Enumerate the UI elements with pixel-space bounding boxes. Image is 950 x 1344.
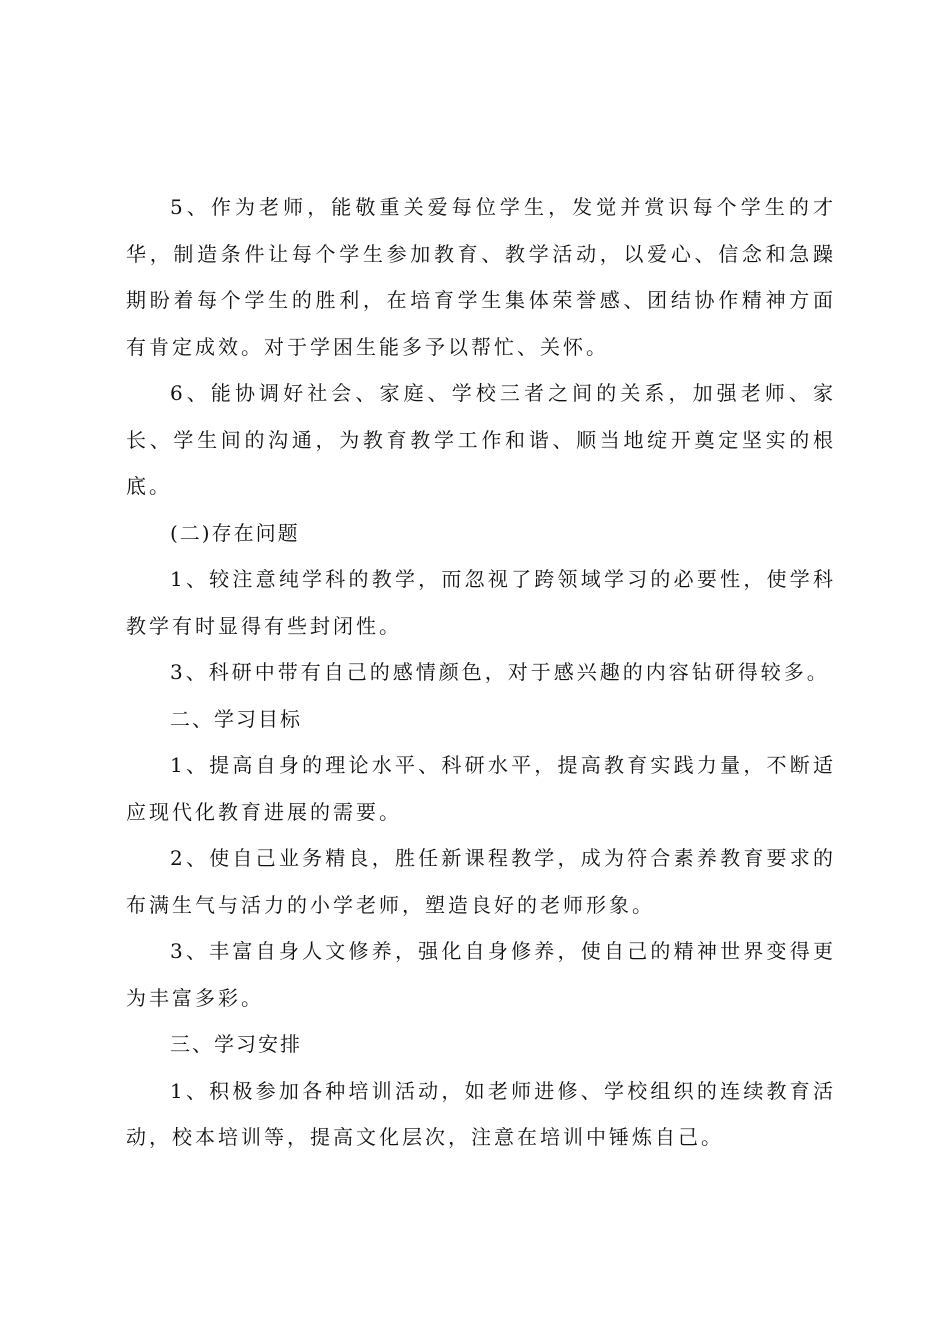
section-heading-goals: 二、学习目标 bbox=[170, 706, 302, 731]
plan-item-1: 1、积极参加各种培训活动，如老师进修、学校组织的连续教育活动，校本培训等，提高文化层次，注意在培训中锤炼自己。 bbox=[126, 1078, 836, 1149]
problem-item-1: 1、较注意纯学科的教学，而忽视了跨领域学习的必要性，使学科教学有时显得有些封闭性。 bbox=[126, 567, 836, 638]
problem-item-3: 3、科研中带有自己的感情颜色，对于感兴趣的内容钻研得较多。 bbox=[170, 660, 830, 684]
document-body bbox=[126, 184, 836, 1161]
paragraph-item-5: 5、作为老师，能敬重关爱每位学生，发觉并赏识每个学生的才华，制造条件让每个学生参加教育、教学活动，以爱心、信念和急躁期盼着每个学生的胜利，在培育学生集体荣誉感、团结协作精神方面有肯定成效。对于学困生能多予以帮忙、关怀。 bbox=[126, 195, 836, 359]
section-heading-problems: (二)存在问题 bbox=[170, 520, 300, 545]
goal-item-2: 2、使自己业务精良，胜任新课程教学，成为符合素养教育要求的布满生气与活力的小学老师，塑造良好的老师形象。 bbox=[126, 846, 836, 917]
section-heading-plan: 三、学习安排 bbox=[170, 1032, 302, 1056]
goal-item-3: 3、丰富自身人文修养，强化自身修养，使自己的精神世界变得更为丰富多彩。 bbox=[126, 939, 836, 1010]
paragraph-item-6: 6、能协调好社会、家庭、学校三者之间的关系，加强老师、家长、学生间的沟通，为教育教学工作和谐、顺当地绽开奠定坚实的根底。 bbox=[126, 381, 836, 498]
goal-item-1: 1、提高自身的理论水平、科研水平，提高教育实践力量，不断适应现代化教育进展的需要。 bbox=[126, 753, 836, 824]
